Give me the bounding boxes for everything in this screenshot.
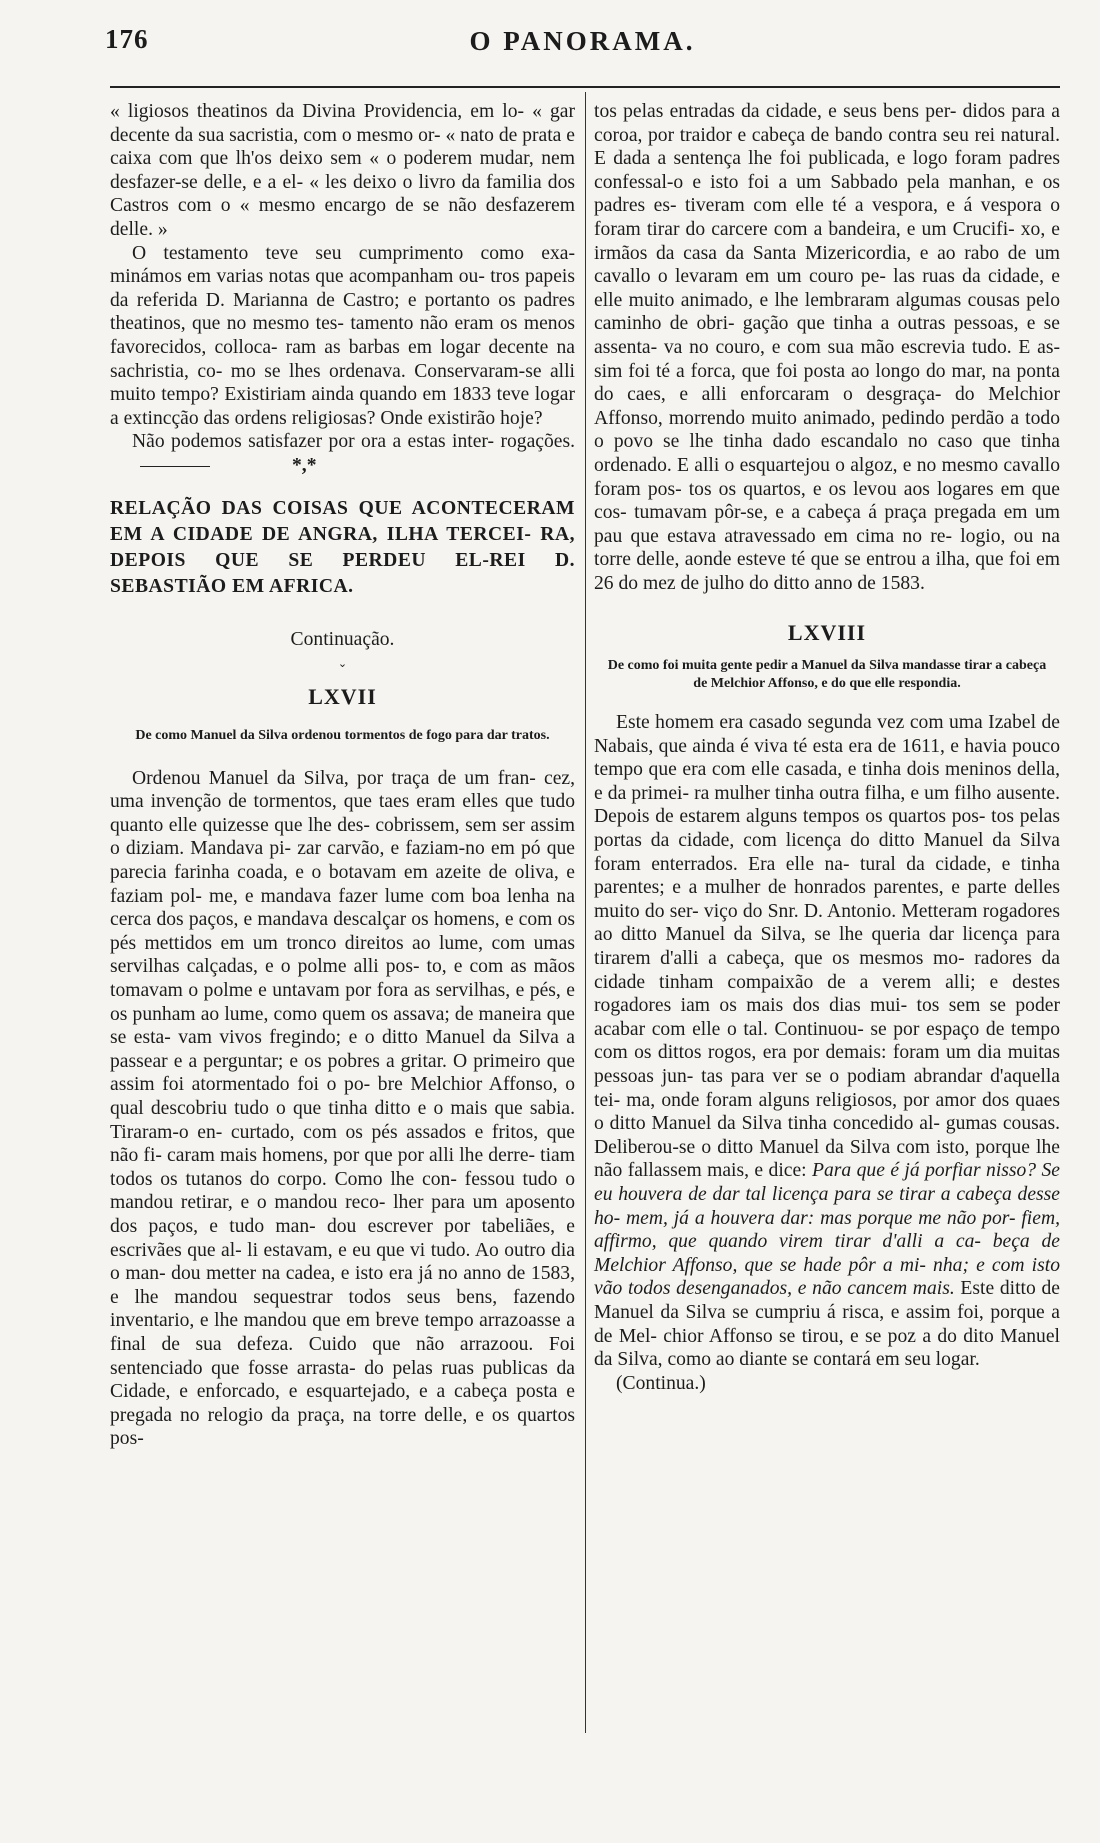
left-column: [110, 100, 575, 1451]
chapter-body: Ordenou Manuel da Silva, por traça de um fran- cez, uma invenção de tormentos, que taes eram elles que tudo quanto elle quizesse que lhe des- cobrissem, sem ser assim o diziam. Mandava pi- zar carvão, e faziam-no em pó que parecia farinha coada, e o botavam em azeite de oliva, e faziam pol- me, e mandava fazer lume com boa lenha na cerca dos paços, e mandava descalçar os homens, e com os pés mettidos em um tronco direitos ao lume, com umas servilhas calçadas, e o polme alli pos- to, e com as mãos tomavam o polme e untavam por fora as servilhas, e pés, e os punham ao lume, como quem os assava; de maneira que se esta- vam vivos fregindo; e o ditto Manuel da Silva a passear e a perguntar; e os pobres a gritar. O primeiro que assim foi atormentado foi o po- bre Melchior Affonso, o qual descobriu tudo o que tinha ditto e o mais que sabia. Tiraram-o en- curtado, com os pés assados e fritos, que não fi- caram mais homens, por que por alli lhe derre- tiam todos os tutanos do corpo. Como lhe con- fessou tudo o mandou retirar, e o mandou reco- lher para um aposento dos paços, e tudo man- dou escrever por tabeliães, e escrivães que al- li estavam, e eu que vi tudo. Ao outro dia o man- dou metter na cadea, e isto era já no anno de 1583, e lhe mandou sequestrar todos seus bens, fazendo inventario, e lhe mandou que em breve tempo arrazoasse a final de sua defeza. Cuido que não arrazoou. Foi sentenciado que fosse arrasta- do pelas ruas publicas da Cidade, e enforcado, e esquartejado, e a cabeça posta e pregada no relogio da praça, na torre delle, e os quartos pos-: [110, 767, 575, 1450]
asterism: *,*: [292, 454, 317, 476]
quoted-speech: Para que é já porfiar nisso? Se eu houvera de dar tal licença para se tirar a cabeça desse ho- mem, já a houvera dar: mas porque me não por- fiem, affirmo, que quando virem tirar d'alli a ca- beça de Melchior Affonso, que se hade pôr a mi- nha; e com isto vão todos desenganados, e não cancem mais.: [594, 1160, 1061, 1300]
page-header: [105, 20, 1060, 60]
closing-paragraph: [110, 430, 575, 477]
chapter-heading: LXVIII: [787, 620, 867, 646]
testament-paragraph: O testamento teve seu cumprimento como exa- minámos em varias notas que acompanham ou- tros papeis da referida D. Marianna de Castro; e portanto os padres theatinos, que no mesmo tes- tamento não eram os menos favorecidos, colloca- ram as barbas em logar decente na sachristia, co- mo se lhes ordenava. Conservaram-se alli muito tempo? Existiriam ainda quando em 1833 teve logar a extincção das ordens religiosas? Onde existirão hoje?: [110, 242, 575, 429]
column-divider: [585, 92, 586, 1733]
continued-paragraph: tos pelas entradas da cidade, e seus bens per- didos para a coroa, por traidor e cabeça de bando contra seu rei natural. E dada a sentença lhe foi publicada, e logo foram padres confessal-o e isto foi a um Sabbado pela manhan, e os padres es- tiveram com elle té a vespora, e á vespora o foram tirar do carcere com a bandeira, e um Crucifi- xo, e irmãos da casa da Santa Mizericordia, e ao rabo de um cavallo o levaram em um couro pe- las ruas da cidade, e elle muito animado, e lhe lembraram algumas cousas pelo caminho de obri- gação que tinha a outras pessoas, e se assenta- va no couro, e com sua mão escrevia tudo. E as- sim foi té a forca, que foi posta ao longo do mar, na ponta do caes, e alli enforcaram o desgraça- do Melchior Affonso, morrendo muito animado, pedindo perdão a todo o povo se lhe tinha dado escandalo no caso que tinha ordenado. E alli o esquartejou o algoz, e no mesmo cavallo foram pos- tos os quartos, e os levou aos logares em que cos- tumavam pôr-se, e a cabeça á praça pregada em um pau que estava atravessado em cima no re- logio, ou na torre delle, aonde esteve té que se entrou a ilha, que foi em 26 do mez de julho do ditto anno de 1583.: [594, 101, 1060, 594]
closing-text: Não podemos satisfazer por ora a estas inter- rogações.: [132, 431, 575, 453]
page-number: 176: [105, 24, 149, 54]
right-column: [594, 100, 1060, 1395]
quote-paragraph: « ligiosos theatinos da Divina Providencia, em lo- « gar decente da sua sacristia, com o mesmo or- « nato de prata e caixa com que lh'os deixo sem « o poderem mudar, nem desfazer-se delle, e a el- « les deixo o livro da familia dos Castros com o « mesmo encargo de se não desfazerem delle. »: [110, 101, 575, 240]
ornament-mark: ⌄: [337, 658, 348, 671]
header-rule: [110, 86, 1060, 88]
chapter-body: [594, 711, 1060, 1372]
publication-title: O PANORAMA.: [469, 26, 696, 56]
chapter-subtitle: De como Manuel da Silva ordenou tormentos de fogo para dar tratos.: [135, 727, 550, 743]
section-title: RELAÇÃO DAS COISAS QUE ACONTECERAM EM A CIDADE DE ANGRA, ILHA TERCEI- RA, DEPOIS QUE SE PERDEU EL-REI D. SEBASTIÃO EM AFRICA.: [110, 497, 575, 597]
continues-label: (Continua.): [616, 1372, 706, 1394]
continuation-label: Continuação.: [290, 628, 395, 650]
body-text-end: Este ditto de Manuel da Silva se cumpriu á risca, e assim foi, porque a de Mel- chior Affonso se tirou, e se poz a do dito Manuel da Silva, como ao diante se contará em seu logar.: [594, 1278, 1060, 1371]
chapter-subtitle: De como foi muita gente pedir a Manuel da Silva mandasse tirar a cabeça de Melchior Affonso, e do que elle respondia.: [607, 658, 1047, 692]
chapter-heading: LXVII: [308, 684, 377, 710]
short-rule: [140, 466, 210, 467]
body-text: Este homem era casado segunda vez com uma Izabel de Nabais, que ainda é viva té esta era de 1611, e havia pouco tempo que era com elle casada, e tinha dois meninos della, e da primei- ra mulher tinha outra filha, e um filho ausente. Depois de estarem alguns tempos os quartos pos- tos pelas portas da cidade, com licença do ditto Manuel da Silva foram enterrados. Era elle na- tural da cidade, e tinha parentes; e a mulher de honrados parentes, e parte delles muito do ser- viço do Snr. D. Antonio. Metteram rogadores ao ditto Manuel da Silva, se lhe queria dar licença para tirarem d'alli a cabeça, que os mesmos mo- radores da cidade tinham compaixão de a verem alli; e destes rogadores iam os mais dos dias mui- tos sem se poder acabar com elle o tal. Continuou- se por espaço de tempo com os dittos rogos, era por demais: foram um dia muitas pessoas jun- tas para ver se o podiam abrandar d'aquella tei- ma, onde foram alguns religiosos, por amor dos quaes o ditto Manuel da Silva tinha concedido al- gumas cousas. Deliberou-se o ditto Manuel da Silva com isto, porque lhe não fallassem mais, e dice:: [594, 712, 1060, 1182]
